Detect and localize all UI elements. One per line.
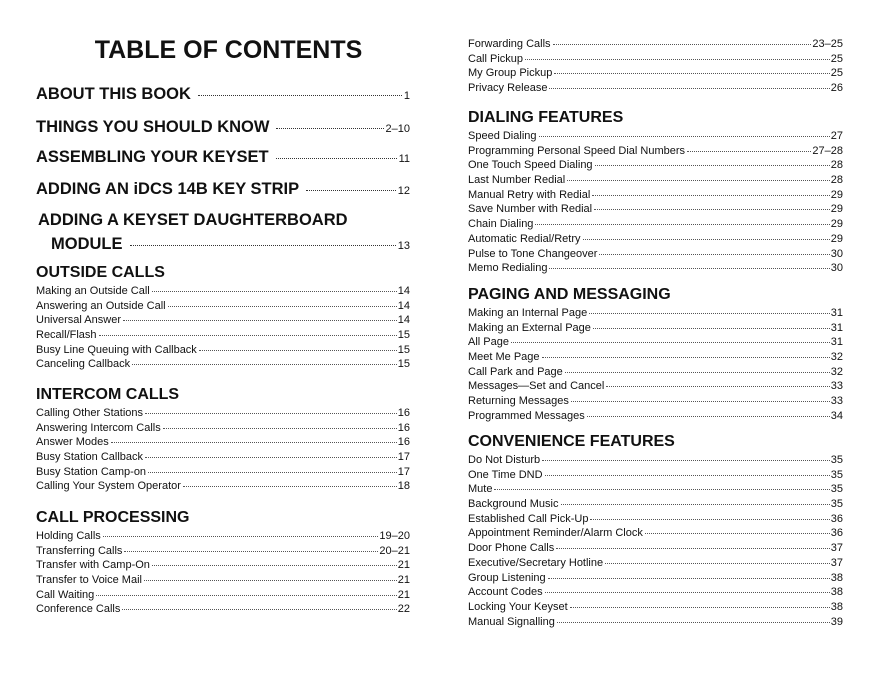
dot-leader — [567, 180, 830, 181]
entry-label: Making an Outside Call — [36, 285, 150, 297]
toc-entry[interactable] — [468, 52, 843, 67]
dot-leader — [606, 386, 829, 387]
toc-entry[interactable] — [36, 357, 410, 372]
entry-page: 29 — [830, 232, 843, 245]
section-paging-and-messaging — [468, 285, 843, 424]
entry-label: Chain Dialing — [468, 218, 534, 231]
toc-entry[interactable] — [468, 556, 843, 571]
entry-page: 16 — [397, 407, 410, 419]
dot-leader — [168, 306, 397, 307]
entry-list — [468, 129, 843, 276]
entry-page: 15 — [397, 329, 410, 342]
toc-entry[interactable] — [36, 558, 410, 573]
toc-entry[interactable] — [36, 284, 410, 299]
toc-entry[interactable] — [36, 602, 410, 617]
entry-label: Calling Your System Operator — [36, 480, 181, 493]
entry-page: 21 — [397, 559, 410, 572]
dot-leader — [565, 372, 830, 373]
dot-leader — [556, 548, 830, 549]
entry-label: Call Pickup — [468, 52, 524, 65]
entry-page: 21 — [397, 574, 410, 587]
section-outside-calls — [36, 263, 410, 372]
dot-leader — [525, 59, 830, 60]
entry-label-line1: ADDING A KEYSET DAUGHTERBOARD — [38, 211, 348, 229]
entry-label: Appointment Reminder/Alarm Clock — [468, 527, 643, 540]
dot-leader — [539, 136, 830, 137]
toc-entry[interactable] — [468, 365, 843, 380]
toc-entry[interactable] — [468, 321, 843, 336]
toc-entry[interactable] — [468, 144, 843, 159]
entry-page: 25 — [830, 67, 843, 80]
dot-leader — [583, 239, 830, 240]
dot-leader — [111, 442, 397, 443]
toc-entry[interactable] — [468, 188, 843, 203]
entry-page: 2–10 — [385, 123, 410, 135]
entry-page: 27 — [830, 130, 843, 142]
entry-list — [468, 37, 843, 96]
entry-page: 31 — [830, 307, 843, 319]
section-heading: CALL PROCESSING — [36, 509, 190, 526]
dot-leader — [571, 401, 830, 402]
entry-page: 35 — [830, 483, 843, 496]
entry-page: 28 — [830, 174, 843, 187]
toc-entry[interactable] — [36, 299, 410, 314]
entry-label: Answering an Outside Call — [36, 299, 166, 312]
dot-leader — [152, 565, 397, 566]
toc-entry-adding-daughterboard[interactable] — [38, 210, 410, 256]
toc-entry[interactable] — [468, 37, 843, 52]
section-heading: DIALING FEATURES — [468, 109, 624, 126]
toc-entry[interactable] — [36, 328, 410, 343]
entry-page: 39 — [830, 615, 843, 628]
toc-entry[interactable] — [468, 173, 843, 188]
dot-leader — [589, 313, 830, 314]
toc-entry[interactable] — [468, 247, 843, 262]
entry-label: Transferring Calls — [36, 544, 123, 557]
entry-label: Door Phone Calls — [468, 542, 555, 555]
dot-leader — [587, 416, 830, 417]
toc-entry-adding-key-strip[interactable] — [36, 179, 410, 201]
entry-label-line2: MODULE — [51, 235, 123, 253]
entry-page: 38 — [830, 586, 843, 599]
entry-page: 35 — [830, 468, 843, 481]
entry-label: Recall/Flash — [36, 329, 97, 342]
entry-page: 36 — [830, 527, 843, 540]
entry-label: Locking Your Keyset — [468, 600, 568, 613]
entry-label: Privacy Release — [468, 82, 548, 95]
entry-page: 33 — [830, 380, 843, 393]
entry-label: Canceling Callback — [36, 358, 131, 371]
dot-leader — [554, 73, 829, 74]
section-call-processing — [36, 508, 410, 617]
entry-page: 22 — [397, 603, 410, 616]
entry-page: 30 — [830, 247, 843, 260]
entry-page: 28 — [830, 159, 843, 172]
entry-page: 29 — [830, 188, 843, 201]
dot-leader — [595, 165, 830, 166]
toc-entry[interactable] — [468, 453, 843, 468]
toc-entry[interactable] — [36, 573, 410, 588]
dot-leader — [124, 551, 378, 552]
dot-leader — [145, 413, 397, 414]
toc-entry[interactable] — [468, 512, 843, 527]
toc-entry[interactable] — [468, 541, 843, 556]
entry-label: Busy Station Camp-on — [36, 465, 147, 478]
entry-label: Answer Modes — [36, 436, 109, 449]
entry-label: One Time DND — [468, 468, 543, 481]
entry-list — [36, 529, 410, 617]
dot-leader — [557, 622, 830, 623]
toc-entry[interactable] — [468, 615, 843, 630]
toc-entry[interactable] — [468, 526, 843, 541]
entry-label: ADDING AN iDCS 14B KEY STRIP — [36, 180, 300, 198]
page-title: TABLE OF CONTENTS — [94, 36, 363, 64]
toc-entry[interactable] — [468, 482, 843, 497]
dot-leader — [144, 580, 397, 581]
entry-label: Universal Answer — [36, 314, 121, 327]
dot-leader — [122, 609, 396, 610]
entry-page: 37 — [830, 542, 843, 555]
entry-list — [36, 284, 410, 372]
toc-entry[interactable] — [468, 585, 843, 600]
toc-entry[interactable] — [468, 81, 843, 96]
entry-label: Programming Personal Speed Dial Numbers — [468, 144, 686, 157]
entry-label: Busy Station Callback — [36, 451, 143, 464]
section-heading: PAGING AND MESSAGING — [468, 286, 671, 303]
entry-page: 33 — [830, 395, 843, 408]
entry-page: 14 — [397, 314, 410, 327]
entry-page: 29 — [830, 203, 843, 216]
entry-label: Call Park and Page — [468, 365, 563, 378]
toc-entry[interactable] — [468, 571, 843, 586]
dot-leader — [103, 536, 379, 537]
entry-label: Group Listening — [468, 571, 546, 584]
dot-leader — [645, 533, 830, 534]
entry-label: All Page — [468, 336, 509, 349]
toc-entry[interactable] — [36, 544, 410, 559]
entry-page: 14 — [397, 299, 410, 312]
entry-page: 34 — [830, 409, 843, 422]
toc-entry[interactable] — [36, 450, 410, 465]
entry-label: Save Number with Redial — [468, 203, 593, 216]
toc-entry[interactable] — [468, 232, 843, 247]
entry-label: Manual Signalling — [468, 615, 555, 628]
entry-label: Automatic Redial/Retry — [468, 232, 581, 245]
toc-entry[interactable] — [468, 217, 843, 232]
entry-page: 38 — [830, 600, 843, 613]
dot-leader — [545, 592, 830, 593]
entry-label: Holding Calls — [36, 530, 101, 542]
entry-page: 20–21 — [379, 544, 410, 557]
dot-leader — [590, 519, 829, 520]
dot-leader — [542, 357, 830, 358]
entry-page: 19–20 — [379, 530, 410, 542]
dot-leader — [198, 95, 402, 96]
dot-leader — [542, 460, 830, 461]
entry-page: 36 — [830, 512, 843, 525]
entry-label: Do Not Disturb — [468, 454, 541, 466]
entry-label: Established Call Pick-Up — [468, 512, 589, 525]
entry-label: Forwarding Calls — [468, 38, 551, 50]
entry-label: Executive/Secretary Hotline — [468, 556, 604, 569]
toc-entry[interactable] — [468, 350, 843, 365]
dot-leader — [132, 364, 397, 365]
toc-entry[interactable] — [36, 435, 410, 450]
entry-label: Making an External Page — [468, 321, 591, 334]
dot-leader — [592, 195, 829, 196]
toc-entry[interactable] — [468, 379, 843, 394]
entry-label: Memo Redialing — [468, 262, 548, 275]
entry-label: Transfer with Camp-On — [36, 559, 150, 572]
toc-entry[interactable] — [468, 306, 843, 321]
entry-page: 13 — [397, 240, 410, 252]
dot-leader — [123, 320, 397, 321]
entry-page: 12 — [397, 185, 410, 197]
entry-page: 23–25 — [812, 38, 843, 50]
dot-leader — [99, 335, 397, 336]
dot-leader — [96, 595, 396, 596]
entry-label: Calling Other Stations — [36, 407, 143, 419]
section-heading: INTERCOM CALLS — [36, 386, 180, 403]
toc-entry[interactable] — [36, 588, 410, 603]
dot-leader — [276, 158, 397, 159]
entry-page: 37 — [830, 556, 843, 569]
entry-label: Messages—Set and Cancel — [468, 380, 605, 393]
toc-entry-assembling-your-keyset[interactable] — [36, 147, 410, 169]
entry-label: Meet Me Page — [468, 351, 540, 364]
entry-page: 26 — [830, 82, 843, 95]
dot-leader — [605, 563, 830, 564]
dot-leader — [687, 151, 811, 152]
entry-list — [36, 406, 410, 494]
dot-leader — [494, 489, 829, 490]
toc-entry[interactable] — [36, 465, 410, 480]
dot-leader — [549, 268, 829, 269]
entry-page: 32 — [830, 351, 843, 364]
toc-entry[interactable] — [36, 479, 410, 494]
entry-label: Account Codes — [468, 586, 543, 599]
entry-label: One Touch Speed Dialing — [468, 159, 593, 172]
dot-leader — [511, 342, 830, 343]
dot-leader — [148, 472, 397, 473]
toc-entry[interactable] — [468, 468, 843, 483]
entry-page: 25 — [830, 52, 843, 65]
toc-entry[interactable] — [468, 394, 843, 409]
entry-label: Background Music — [468, 498, 559, 511]
entry-label: Answering Intercom Calls — [36, 421, 161, 434]
toc-entry[interactable] — [468, 600, 843, 615]
entry-page: 15 — [397, 358, 410, 371]
section-heading: CONVENIENCE FEATURES — [468, 433, 675, 450]
entry-page: 16 — [397, 421, 410, 434]
dot-leader — [594, 209, 830, 210]
dot-leader — [545, 475, 830, 476]
dot-leader — [130, 245, 396, 246]
toc-entry[interactable] — [468, 497, 843, 512]
dot-leader — [163, 428, 397, 429]
dot-leader — [183, 486, 397, 487]
entry-page: 29 — [830, 218, 843, 231]
toc-entry[interactable] — [468, 261, 843, 276]
section-intercom-calls — [36, 385, 410, 494]
toc-entry[interactable] — [468, 202, 843, 217]
entry-label: Manual Retry with Redial — [468, 188, 591, 201]
entry-label: Transfer to Voice Mail — [36, 574, 142, 587]
entry-page: 16 — [397, 436, 410, 449]
entry-page: 35 — [830, 498, 843, 511]
entry-label: Returning Messages — [468, 395, 569, 408]
entry-label: ABOUT THIS BOOK — [36, 85, 191, 103]
toc-entry[interactable] — [36, 343, 410, 358]
dot-leader — [549, 88, 829, 89]
entry-label: Last Number Redial — [468, 174, 566, 187]
entry-label: Busy Line Queuing with Callback — [36, 343, 197, 356]
entry-page: 27–28 — [812, 144, 843, 157]
toc-entry[interactable] — [468, 66, 843, 81]
dot-leader — [561, 504, 830, 505]
entry-label: Speed Dialing — [468, 130, 537, 142]
entry-label: My Group Pickup — [468, 67, 553, 80]
entry-page: 31 — [830, 321, 843, 334]
dot-leader — [570, 607, 830, 608]
toc-entry[interactable] — [36, 421, 410, 436]
section-heading: OUTSIDE CALLS — [36, 264, 165, 281]
toc-entry-things-you-should-know[interactable] — [36, 117, 410, 139]
dot-leader — [306, 190, 396, 191]
entry-page: 1 — [403, 90, 410, 102]
entry-page: 18 — [397, 480, 410, 493]
entry-page: 32 — [830, 365, 843, 378]
entry-page: 15 — [397, 343, 410, 356]
entry-list — [468, 453, 843, 629]
entry-label: ASSEMBLING YOUR KEYSET — [36, 148, 269, 166]
dot-leader — [276, 128, 383, 129]
entry-label: Programmed Messages — [468, 409, 585, 422]
section-dialing-features — [468, 108, 843, 276]
toc-entry[interactable] — [468, 335, 843, 350]
entry-page: 11 — [398, 153, 410, 165]
dot-leader — [535, 224, 829, 225]
entry-page: 17 — [397, 451, 410, 464]
entry-list — [468, 306, 843, 424]
dot-leader — [152, 291, 397, 292]
toc-entry[interactable] — [468, 158, 843, 173]
dot-leader — [548, 578, 830, 579]
entry-label: Conference Calls — [36, 603, 121, 616]
section-convenience-features — [468, 432, 843, 629]
dot-leader — [593, 328, 830, 329]
toc-entry[interactable] — [468, 129, 843, 144]
toc-entry[interactable] — [36, 313, 410, 328]
dot-leader — [199, 350, 397, 351]
dot-leader — [599, 254, 829, 255]
entry-label: Making an Internal Page — [468, 307, 588, 319]
entry-label: Mute — [468, 483, 493, 496]
entry-label: THINGS YOU SHOULD KNOW — [36, 118, 270, 136]
entry-page: 31 — [830, 336, 843, 349]
toc-entry[interactable] — [468, 409, 843, 424]
toc-entry[interactable] — [36, 529, 410, 544]
toc-entry[interactable] — [36, 406, 410, 421]
entry-label: Call Waiting — [36, 588, 95, 601]
entry-page: 21 — [397, 588, 410, 601]
dot-leader — [145, 457, 397, 458]
section-call-processing-continued — [468, 37, 843, 96]
entry-page: 17 — [397, 465, 410, 478]
entry-page: 30 — [830, 262, 843, 275]
dot-leader — [553, 44, 812, 45]
toc-entry-about-this-book[interactable] — [36, 84, 410, 106]
entry-page: 14 — [397, 285, 410, 297]
entry-page: 38 — [830, 571, 843, 584]
entry-page: 35 — [830, 454, 843, 466]
entry-label: Pulse to Tone Changeover — [468, 247, 598, 260]
